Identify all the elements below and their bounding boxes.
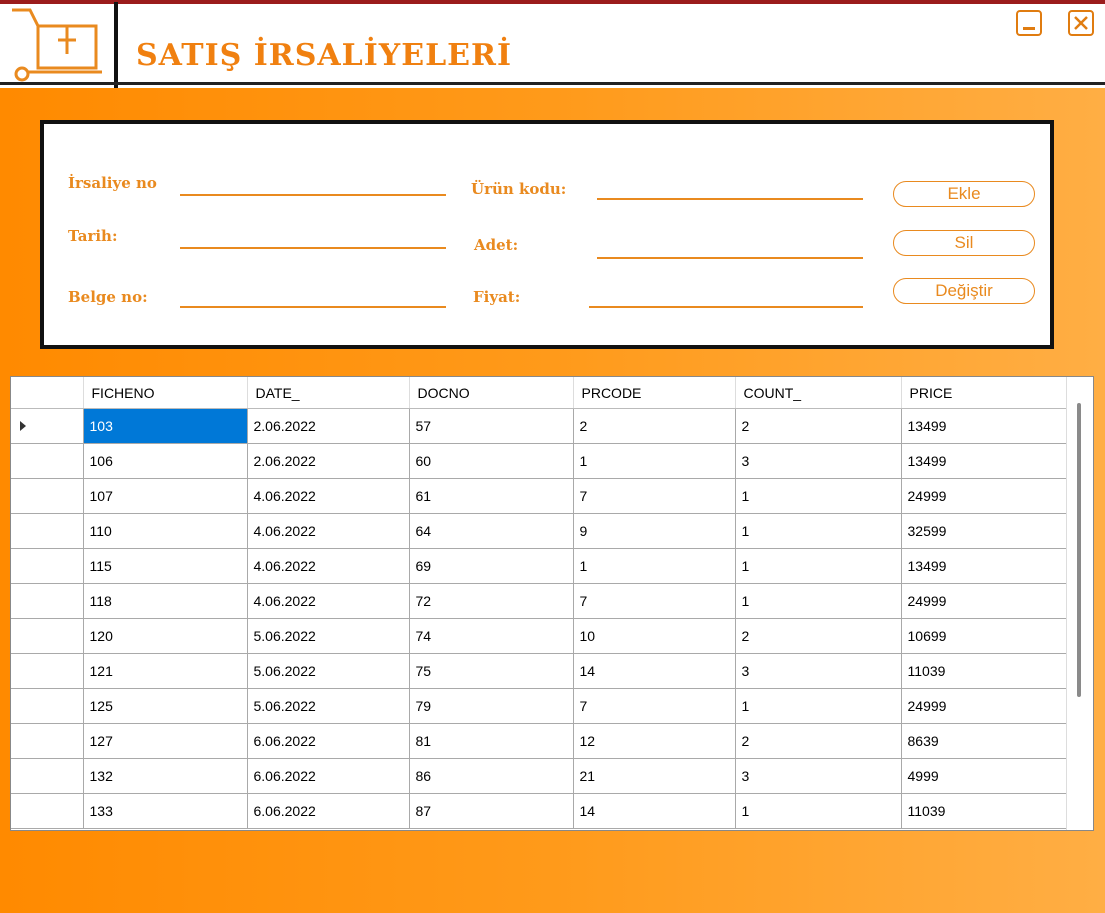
table-row[interactable] [11, 444, 1069, 479]
table-cell[interactable]: 4.06.2022 [247, 584, 409, 619]
table-cell[interactable]: 60 [409, 444, 573, 479]
table-cell[interactable]: 69 [409, 549, 573, 584]
row-header-corner [11, 377, 83, 409]
table-cell[interactable]: 5.06.2022 [247, 654, 409, 689]
table-cell[interactable]: 10699 [901, 619, 1069, 654]
table-cell[interactable]: 1 [573, 549, 735, 584]
table-cell[interactable]: 3 [735, 654, 901, 689]
row-header[interactable] [11, 654, 83, 689]
table-cell[interactable]: 6.06.2022 [247, 724, 409, 759]
row-header[interactable] [11, 409, 83, 444]
row-header[interactable] [11, 514, 83, 549]
data-table [11, 377, 1070, 829]
table-cell[interactable]: 5.06.2022 [247, 689, 409, 724]
header-underline [0, 82, 1105, 85]
top-stripe [0, 0, 1105, 4]
belge-no-label: Belge no: [68, 288, 148, 306]
sil-button[interactable]: Sil [893, 230, 1035, 256]
table-row[interactable] [11, 479, 1069, 514]
table-cell[interactable]: 86 [409, 759, 573, 794]
table-cell[interactable]: 87 [409, 794, 573, 829]
table-cell[interactable]: 127 [83, 724, 247, 759]
close-button[interactable] [1068, 10, 1094, 36]
ekle-button[interactable]: Ekle [893, 181, 1035, 207]
table-row[interactable] [11, 409, 1069, 444]
table-cell[interactable]: 13499 [901, 444, 1069, 479]
table-row[interactable] [11, 584, 1069, 619]
table-cell[interactable]: 125 [83, 689, 247, 724]
table-row[interactable] [11, 654, 1069, 689]
table-cell[interactable]: 115 [83, 549, 247, 584]
table-cell[interactable]: 2.06.2022 [247, 444, 409, 479]
row-header[interactable] [11, 724, 83, 759]
row-header[interactable] [11, 584, 83, 619]
irsaliye-no-label: İrsaliye no [68, 174, 157, 192]
minimize-button[interactable] [1016, 10, 1042, 36]
table-cell[interactable]: 110 [83, 514, 247, 549]
fiyat-input[interactable] [589, 306, 863, 308]
table-cell[interactable]: 13499 [901, 409, 1069, 444]
table-cell[interactable]: 3 [735, 444, 901, 479]
table-cell[interactable]: 24999 [901, 479, 1069, 514]
form-panel [40, 120, 1054, 349]
urun-kodu-label: Ürün kodu: [471, 180, 567, 198]
tarih-input[interactable] [180, 247, 446, 249]
table-cell[interactable]: 9 [573, 514, 735, 549]
table-cell[interactable]: 10 [573, 619, 735, 654]
table-cell[interactable]: 107 [83, 479, 247, 514]
adet-label: Adet: [474, 236, 519, 254]
table-cell[interactable]: 81 [409, 724, 573, 759]
column-header-prcode[interactable]: PRCODE [573, 377, 735, 409]
table-cell[interactable]: 21 [573, 759, 735, 794]
table-cell[interactable]: 7 [573, 479, 735, 514]
table-cell[interactable]: 1 [735, 689, 901, 724]
table-cell[interactable]: 1 [735, 479, 901, 514]
table-cell[interactable]: 2 [573, 409, 735, 444]
delivery-cart-icon [8, 6, 104, 82]
table-cell[interactable]: 57 [409, 409, 573, 444]
table-row[interactable] [11, 549, 1069, 584]
table-cell[interactable]: 1 [735, 514, 901, 549]
table-cell[interactable]: 1 [573, 444, 735, 479]
table-cell[interactable]: 24999 [901, 584, 1069, 619]
header-row [11, 377, 1069, 409]
table-row[interactable] [11, 759, 1069, 794]
row-header[interactable] [11, 549, 83, 584]
table-cell[interactable]: 118 [83, 584, 247, 619]
table-cell[interactable]: 132 [83, 759, 247, 794]
table-cell[interactable]: 106 [83, 444, 247, 479]
header-bar [0, 0, 1105, 88]
table-cell[interactable]: 79 [409, 689, 573, 724]
row-header[interactable] [11, 619, 83, 654]
table-cell[interactable]: 61 [409, 479, 573, 514]
header-divider [114, 2, 118, 88]
table-cell[interactable]: 103 [83, 409, 247, 444]
table-cell[interactable]: 8639 [901, 724, 1069, 759]
table-row[interactable] [11, 689, 1069, 724]
tarih-label: Tarih: [68, 227, 118, 245]
column-header-date[interactable]: DATE_ [247, 377, 409, 409]
table-row[interactable] [11, 514, 1069, 549]
table-cell[interactable]: 11039 [901, 654, 1069, 689]
current-row-arrow-icon [20, 421, 26, 431]
data-grid[interactable] [10, 376, 1094, 831]
table-cell[interactable]: 3 [735, 759, 901, 794]
table-cell[interactable]: 2 [735, 409, 901, 444]
table-cell[interactable]: 2.06.2022 [247, 409, 409, 444]
table-cell[interactable]: 7 [573, 584, 735, 619]
vertical-scrollbar[interactable] [1066, 377, 1093, 830]
table-cell[interactable]: 6.06.2022 [247, 759, 409, 794]
table-cell[interactable]: 1 [735, 794, 901, 829]
row-header[interactable] [11, 444, 83, 479]
table-cell[interactable]: 7 [573, 689, 735, 724]
table-cell[interactable]: 74 [409, 619, 573, 654]
table-row[interactable] [11, 724, 1069, 759]
table-cell[interactable]: 11039 [901, 794, 1069, 829]
table-cell[interactable]: 2 [735, 724, 901, 759]
irsaliye-no-input[interactable] [180, 194, 446, 196]
table-cell[interactable]: 1 [735, 584, 901, 619]
table-cell[interactable]: 2 [735, 619, 901, 654]
table-cell[interactable]: 14 [573, 654, 735, 689]
table-cell[interactable]: 32599 [901, 514, 1069, 549]
table-row[interactable] [11, 794, 1069, 829]
row-header[interactable] [11, 479, 83, 514]
table-cell[interactable]: 4.06.2022 [247, 549, 409, 584]
table-cell[interactable]: 75 [409, 654, 573, 689]
table-cell[interactable]: 121 [83, 654, 247, 689]
column-header-docno[interactable]: DOCNO [409, 377, 573, 409]
row-header[interactable] [11, 794, 83, 829]
table-cell[interactable]: 133 [83, 794, 247, 829]
belge-no-input[interactable] [180, 306, 446, 308]
table-cell[interactable]: 120 [83, 619, 247, 654]
table-cell[interactable]: 6.06.2022 [247, 794, 409, 829]
row-header[interactable] [11, 759, 83, 794]
table-cell[interactable]: 14 [573, 794, 735, 829]
table-cell[interactable]: 13499 [901, 549, 1069, 584]
table-cell[interactable]: 1 [735, 549, 901, 584]
table-cell[interactable]: 72 [409, 584, 573, 619]
close-icon [1073, 15, 1089, 31]
table-cell[interactable]: 24999 [901, 689, 1069, 724]
table-row[interactable] [11, 619, 1069, 654]
table-cell[interactable]: 4.06.2022 [247, 514, 409, 549]
column-header-ficheno[interactable]: FICHENO [83, 377, 247, 409]
column-header-price[interactable]: PRICE [901, 377, 1069, 409]
page-title: SATIŞ İRSALİYELERİ [136, 38, 513, 73]
table-cell[interactable]: 12 [573, 724, 735, 759]
table-cell[interactable]: 64 [409, 514, 573, 549]
table-cell[interactable]: 4.06.2022 [247, 479, 409, 514]
table-cell[interactable]: 4999 [901, 759, 1069, 794]
column-header-count[interactable]: COUNT_ [735, 377, 901, 409]
row-header[interactable] [11, 689, 83, 724]
table-cell[interactable]: 5.06.2022 [247, 619, 409, 654]
scrollbar-thumb[interactable] [1077, 403, 1081, 697]
adet-input[interactable] [597, 257, 863, 259]
urun-kodu-input[interactable] [597, 198, 863, 200]
fiyat-label: Fiyat: [473, 288, 521, 306]
degistir-button[interactable]: Değiştir [893, 278, 1035, 304]
